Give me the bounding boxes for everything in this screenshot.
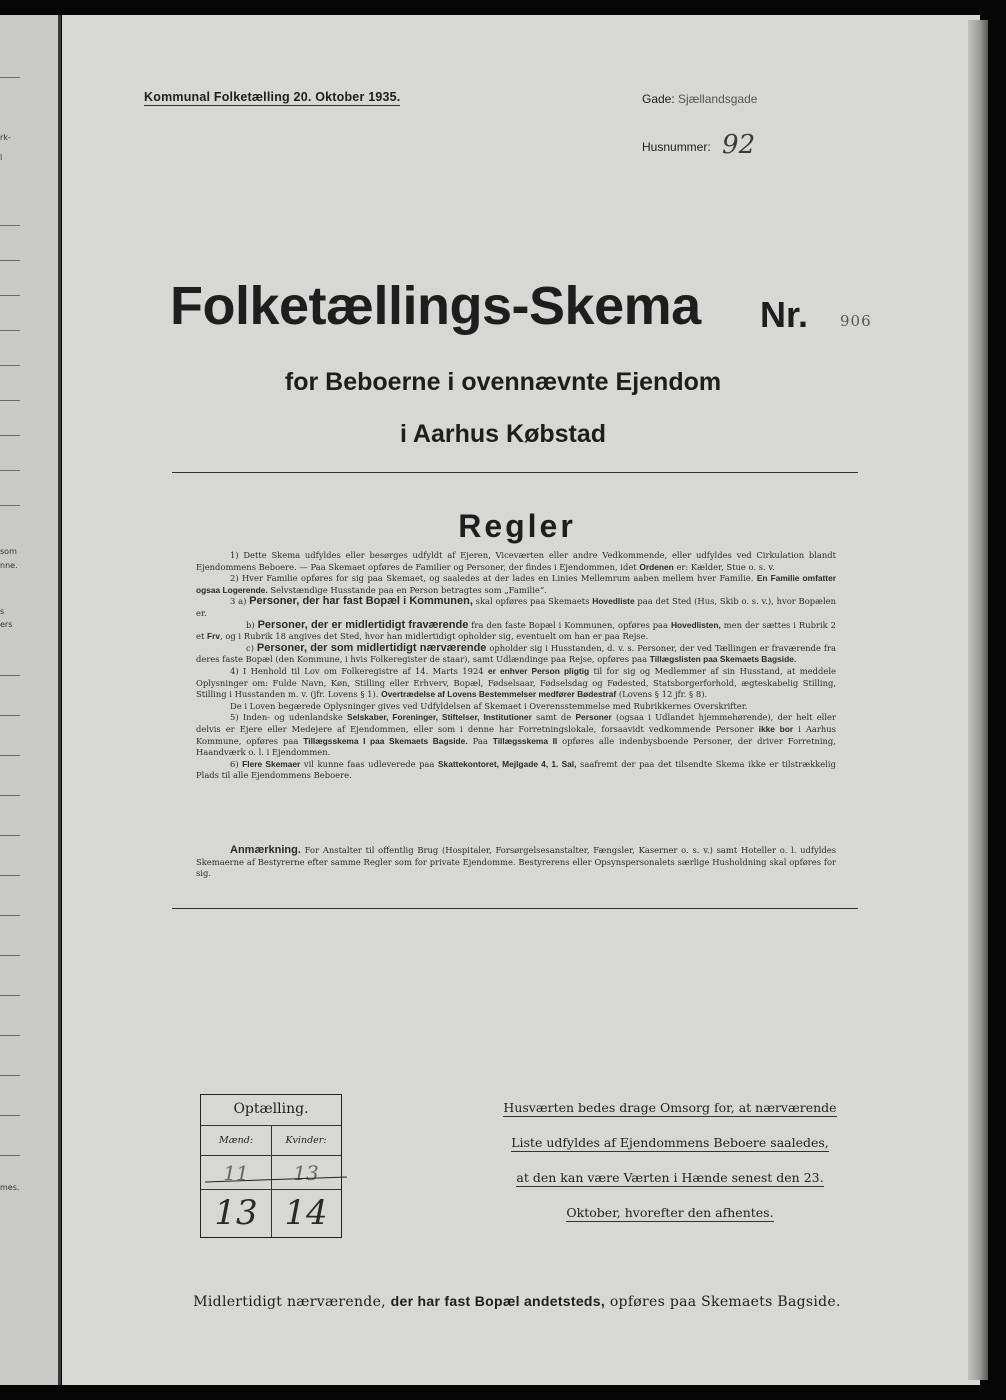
divider: [0, 77, 20, 78]
street-label: Gade:: [642, 92, 675, 106]
rule-1: 1) Dette Skema udfyldes eller besørges udfyldt af Ejeren, Viceværten eller andre Vedkommende, eller udfyldes ved Cirkulation blandt Ejendommens Beboere. — Paa Skemaet opføres de Familier og Personer, der findes i Ejendommen, idet Ordenen er: Kælder, Stue o. s. v.: [196, 550, 836, 572]
form-subtitle-city: i Aarhus Købstad: [399, 420, 607, 448]
divider: [201, 1189, 341, 1190]
page-fragment-text: rk-: [0, 133, 11, 142]
remark-body: For Anstalter til offentlig Brug (Hospitaler, Forsørgelsesanstalter, Fængsler, Kaserner o. s. v.) samt Hoteller o. l. udfyldes Skemaerne af Bestyrerne efter samme Regler som for private Ejendomme. Bestyrerens eller Opsynspersonalets særlige Husholdning skal opføres for sig.: [196, 845, 836, 879]
men-count-crossed: 11: [223, 1161, 249, 1185]
rule-4-note: De i Loven begærede Oplysninger gives ved Udfyldelsen af Skemaet i Overensstemmelse med Rubrikkernes Overskrifter.: [230, 700, 748, 711]
rule-4: 4) I Henhold til Lov om Folkeregistre af 14. Marts 1924 er enhver Person pligtig til for sig og Medlemmer af sin Husstand, at meddele Oplysninger om: Fulde Navn, Køn, Stilling eller Erhverv, Bopæl, Fødselsaar, Fødselsdag og Fødested, Statsborgerforhold, ægteskabelig Stilling, Stilling i Husstanden m. v. (jfr. Lovens § 1). Overtrædelse af Lovens Bestemmelser medfører Bødestraf (Lovens § 12 jfr. § 8).: [196, 665, 836, 700]
remark-label: Anmærkning.: [230, 844, 301, 856]
page-fragment-text: s: [0, 607, 5, 616]
divider: [0, 295, 20, 296]
form-number-stamp: 906: [840, 312, 872, 330]
rule-3c: c) Personer, der som midlertidigt nærværende opholder sig i Husstanden, d. v. s. Personer, der ved Tællingen er fraværende fra deres faste Bopæl (den Kommune, i hvis Folkeregister de staar), samt Udlændinge paa Rejse, opføres paa Tillægslisten paa Skemaets Bagside.: [196, 641, 836, 665]
men-count: 13: [214, 1193, 258, 1233]
rules-heading: Regler: [458, 508, 576, 544]
divider: [0, 1115, 20, 1116]
divider: [0, 835, 20, 836]
count-box-title: Optælling.: [233, 1101, 309, 1117]
divider: [201, 1155, 341, 1156]
divider: [0, 915, 20, 916]
divider: [0, 715, 20, 716]
rule-3a: 3 a) Personer, der har fast Bopæl i Kommunen, skal opføres paa Skemaets Hovedliste paa det Sted (Hus, Skib o. s. v.), hvor Bopælen er.: [196, 595, 837, 618]
divider: [0, 225, 20, 226]
divider: [0, 755, 20, 756]
men-column-label: Mænd:: [218, 1135, 254, 1146]
rule-2: 2) Hver Familie opføres for sig paa Skemaet, og saaledes at der lades en Linies Mellemrum aaben mellem hver Familie. En Familie omfatter ogsaa Logerende. Selvstændige Husstande paa en Person betragtes som „Familie“.: [196, 573, 837, 595]
divider: [0, 400, 20, 401]
adjacent-page-strip: [0, 15, 61, 1385]
house-number-field: [642, 128, 756, 160]
notice-line-1: Husværten bedes drage Omsorg for, at nærværende: [503, 1100, 837, 1115]
house-number-label: Husnummer:: [642, 140, 711, 154]
divider: [0, 260, 20, 261]
divider: [0, 470, 20, 471]
notice-line-4: Oktober, hvorefter den afhentes.: [566, 1205, 774, 1220]
rule-3b: b) Personer, der er midlertidigt fraværende fra den faste Bopæl i Kommunen, opføres paa Hovedlisten, men der sættes i Rubrik 2 et Frv, og i Rubrik 18 angives det Sted, hvor han midlertidigt opholder sig, eventuelt om han er paa Rejse.: [196, 618, 836, 642]
notice-line-3: at den kan være Værten i Hænde senest den 23.: [516, 1170, 824, 1185]
divider: [0, 1155, 20, 1156]
divider: [172, 472, 858, 473]
divider: [0, 675, 20, 676]
divider: [0, 875, 20, 876]
form-title: Folketællings-Skema: [170, 276, 701, 336]
page-fragment-text: som: [0, 547, 17, 556]
census-title: Kommunal Folketælling 20. Oktober 1935.: [144, 90, 401, 104]
notice-line-2: Liste udfyldes af Ejendommens Beboere saaledes,: [511, 1135, 829, 1150]
rules-text: [196, 550, 836, 782]
page-fragment-text: nne.: [0, 561, 18, 570]
divider: [0, 955, 20, 956]
footer-note: Midlertidigt nærværende, der har fast Bopæl andetsteds, opføres paa Skemaets Bagside.: [193, 1293, 841, 1310]
rule-6: 6) Flere Skemaer vil kunne faas udleverede paa Skattekontoret, Mejlgade 4, 1. Sal, saafremt der paa det tilsendte Skema ikke er tilstrækkelig Plads til alle Ejendommens Beboere.: [196, 758, 836, 781]
street-field: [642, 92, 757, 106]
rule-5: 5) Inden- og udenlandske Selskaber, Foreninger, Stiftelser, Institutioner samt de Personer (ogsaa i Udlandet hjemmehørende), der helt eller delvis er Ejere eller Medejere af Ejendommen, eller som i denne har Forretningslokale, forsaavidt vedkommende Personer ikke bor i Aarhus Kommune, opføres paa Tillægsskema I paa Skemaets Bagside. Paa Tillægsskema II opføres alle indenbysboende Personer, der driver Forretning, Haandværk o. l. i Ejendommen.: [196, 712, 836, 758]
page-fragment-text: l: [0, 153, 3, 162]
remark-text: [196, 845, 836, 880]
divider: [0, 330, 20, 331]
house-number-value: 92: [722, 130, 756, 160]
divider: [0, 505, 20, 506]
divider: [0, 995, 20, 996]
divider: [172, 908, 858, 909]
form-subtitle: for Beboerne i ovennævnte Ejendom: [284, 368, 722, 396]
women-column-label: Kvinder:: [285, 1135, 327, 1146]
divider: [0, 795, 20, 796]
page-fragment-text: mes.: [0, 1183, 20, 1192]
women-count: 14: [284, 1193, 328, 1233]
form-number-label: Nr.: [760, 294, 809, 335]
divider: [0, 1035, 20, 1036]
page-edge: [968, 20, 988, 1380]
divider: [0, 365, 20, 366]
women-count-crossed: 13: [293, 1161, 319, 1185]
count-box: [200, 1094, 342, 1238]
street-value: Sjællandsgade: [678, 92, 758, 106]
divider: [0, 1075, 20, 1076]
page-fragment-text: ers: [0, 620, 13, 629]
